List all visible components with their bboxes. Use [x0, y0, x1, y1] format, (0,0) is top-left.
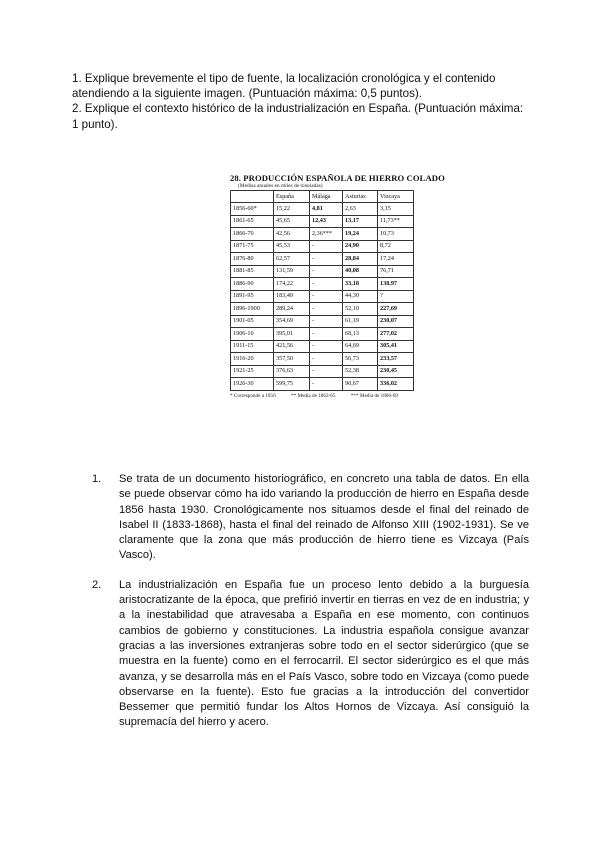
table-cell: 289,24 [274, 303, 310, 316]
table-cell: 56,73 [343, 353, 378, 366]
table-row [231, 278, 414, 291]
iron-production-table [230, 190, 414, 391]
table-cell: - [310, 290, 343, 303]
table-cell: 1871-75 [231, 240, 274, 253]
table-cell: 28,84 [343, 253, 378, 266]
table-cell: 1901-05 [231, 315, 274, 328]
table-cell: - [310, 340, 343, 353]
table-cell: 17,24 [378, 253, 414, 266]
table-cell: - [310, 378, 343, 391]
answer-text: La industrialización en España fue un proceso lento debido a la burguesía aristocratizante de la época, que prefirió invertir en tierras en vez de en industria; y a la inestabilidad que atravesaba a España en ese momento, con continuos cambios de gobierno y constituciones. La industria española consigue avanzar gracias a las inversiones extranjeras sobre todo en el sector siderúrgico (que se muestra en la fuente) como en el ferrocarril. El sector siderúrgico es el que más avanza, y se desarrolla más en el País Vasco, sobre todo en Vizcaya (como puede observarse en la fuente). Esto fue gracias a la introducción del convertidor Bessemer que permitió fundar los Altos Hornos de Vizcaya. Así consiguió la supremacía del hierro y acero. [119, 578, 529, 729]
table-cell: 76,71 [378, 265, 414, 278]
source-figure [230, 173, 470, 399]
table-cell: 376,63 [274, 365, 310, 378]
table-row [231, 328, 414, 341]
table-cell: 68,13 [343, 328, 378, 341]
table-cell: 8,72 [378, 240, 414, 253]
column-header: Vizcaya [378, 191, 414, 203]
table-cell: 10,73 [378, 228, 414, 241]
table-row [231, 378, 414, 391]
table-cell: 305,41 [378, 340, 414, 353]
table-cell: 336,02 [378, 378, 414, 391]
table-row [231, 290, 414, 303]
question-2: 2. Explique el contexto histórico de la industrialización en España. (Puntuación máxima: 1 punto). [72, 102, 524, 131]
table-cell: 357,50 [274, 353, 310, 366]
table-cell: 1926-30 [231, 378, 274, 391]
table-cell: 42,56 [274, 228, 310, 241]
answer-number: 1. [92, 473, 102, 485]
answer-item [92, 578, 529, 731]
table-cell: 45,53 [274, 240, 310, 253]
table-cell: 13,17 [343, 215, 378, 228]
table-cell: - [310, 328, 343, 341]
table-cell: 64,69 [343, 340, 378, 353]
table-cell: 1866-70 [231, 228, 274, 241]
table-cell: 90,67 [343, 378, 378, 391]
table-cell: 2,63 [343, 203, 378, 216]
column-header: Asturias [343, 191, 378, 203]
table-cell: 277,02 [378, 328, 414, 341]
table-row [231, 353, 414, 366]
table-cell: 230,45 [378, 365, 414, 378]
table-cell: - [310, 365, 343, 378]
table-cell: 19,24 [343, 228, 378, 241]
table-cell: 52,38 [343, 365, 378, 378]
table-cell: 183,49 [274, 290, 310, 303]
table-cell: 4,81 [310, 203, 343, 216]
table-cell: 138,97 [378, 278, 414, 291]
table-row [231, 228, 414, 241]
answer-number: 2. [92, 578, 102, 591]
table-cell: 44,30 [343, 290, 378, 303]
table-cell: ? [378, 290, 414, 303]
table-cell: 174,22 [274, 278, 310, 291]
table-row [231, 315, 414, 328]
table-row [231, 215, 414, 228]
table-cell: - [310, 303, 343, 316]
table-cell: 1861-65 [231, 215, 274, 228]
table-header-row [231, 191, 414, 203]
table-cell: 1891-95 [231, 290, 274, 303]
table-cell: 421,56 [274, 340, 310, 353]
answer-text: Se trata de un documento historiográfico, en concreto una tabla de datos. En ella se puede observar cómo ha ido variando la producción de hierro en España desde 1856 hasta 1930. Cronológicamente nos situamos desde el final del reinado de Isabel II (1833-1868), hasta el final del reinado de Alfonso XIII (1902-1931). Se ve claramente que la zona que más producción de hierro tiene es Vizcaya (País Vasco). [119, 473, 529, 562]
table-cell: 24,90 [343, 240, 378, 253]
question-1: 1. Explique brevemente el tipo de fuente, la localización cronológica y el contenido atendiendo a la siguiente imagen. (Puntuación máxima: 0,5 puntos). [72, 72, 496, 101]
table-cell: 354,69 [274, 315, 310, 328]
table-cell: - [310, 315, 343, 328]
table-cell: 1921-25 [231, 365, 274, 378]
table-cell: 227,69 [378, 303, 414, 316]
table-row [231, 303, 414, 316]
table-row [231, 203, 414, 216]
figure-note: * Corresponde a 1856 [230, 392, 276, 399]
table-row [231, 340, 414, 353]
table-cell: 1906-10 [231, 328, 274, 341]
table-cell: 1896-1900 [231, 303, 274, 316]
table-cell: 1856-60* [231, 203, 274, 216]
table-cell: 33,18 [343, 278, 378, 291]
column-header [231, 191, 274, 203]
table-row [231, 240, 414, 253]
table-cell: 62,57 [274, 253, 310, 266]
table-cell: 40,08 [343, 265, 378, 278]
table-cell: 1876-80 [231, 253, 274, 266]
table-row [231, 253, 414, 266]
table-cell: - [310, 253, 343, 266]
table-cell: 52,10 [343, 303, 378, 316]
table-cell: 61,19 [343, 315, 378, 328]
figure-subtitle: (Medias anuales en miles de toneladas) [238, 183, 323, 189]
table-cell: 233,57 [378, 353, 414, 366]
table-cell: 1911-15 [231, 340, 274, 353]
table-cell: 11,73** [378, 215, 414, 228]
table-cell: - [310, 278, 343, 291]
question-block [72, 71, 532, 132]
table-cell: 1916-20 [231, 353, 274, 366]
figure-note: *** Media de 1866-69 [350, 392, 398, 399]
table-row [231, 365, 414, 378]
table-cell: - [310, 240, 343, 253]
answers-list [92, 472, 529, 731]
answer-item [92, 472, 529, 564]
figure-title: 28. PRODUCCIÓN ESPAÑOLA DE HIERRO COLADO [230, 173, 445, 183]
table-cell: 1881-85 [231, 265, 274, 278]
figure-notes [230, 393, 470, 399]
column-header: Málaga [310, 191, 343, 203]
figure-note: ** Media de 1862-65 [290, 392, 336, 399]
table-cell: 131,59 [274, 265, 310, 278]
table-cell: - [310, 265, 343, 278]
table-cell: 45,65 [274, 215, 310, 228]
table-cell: 12,43 [310, 215, 343, 228]
table-cell: 2,36*** [310, 228, 343, 241]
table-cell: 599,75 [274, 378, 310, 391]
table-row [231, 265, 414, 278]
table-cell: 395,01 [274, 328, 310, 341]
table-cell: - [310, 353, 343, 366]
table-cell: 3,15 [378, 203, 414, 216]
table-cell: 15,22 [274, 203, 310, 216]
column-header: España [274, 191, 310, 203]
table-cell: 230,07 [378, 315, 414, 328]
table-cell: 1886-90 [231, 278, 274, 291]
